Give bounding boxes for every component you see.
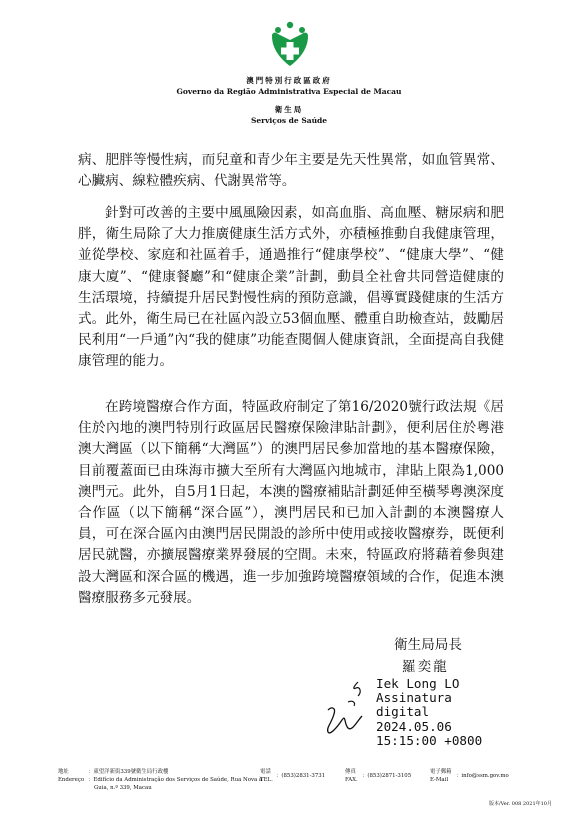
paragraph-text: 在跨境醫療合作方面，特區政府制定了第16/2020號行政法規《居住於內地的澳門特別行政區居民醫療保險津貼計劃》，便利居住於粵港澳大灣區（以下簡稱“大灣區”）的澳門居民參加當地的基本醫療保險，目前覆蓋面已由珠海市擴大至所有大灣區內地城市，津貼上限為1,000澳門元。此外，自5月1日起，本澳的醫療補貼計劃延伸至橫琴粵澳深度合作區（以下簡稱“深合區”），澳門居民和已加入計劃的本澳醫療人員，可在深合區內由澳門居民開設的診所中使用或接收醫療券，既便利居民就醫，亦擴展醫療業界發展的空間。未來，特區政府將藉着參與建設大灣區和深合區的機遇，進一步加強跨境醫療領域的合作，促進本澳醫療服務多元發展。	[78, 399, 504, 606]
tel-label-pt: TEL.	[260, 777, 273, 783]
body-paragraph-3	[78, 397, 504, 609]
body-paragraph-2	[78, 203, 504, 373]
address-pt-line2: Guia, n.º 339, Macau	[94, 785, 152, 791]
form-version: 版本/Ver. 008 2021年10月	[488, 801, 552, 807]
address-zh: ：東望洋新街339號衛生局行政樓	[88, 769, 169, 775]
paragraph-text: 針對可改善的主要中風風險因素，如高血脂、高血壓、糖尿病和肥胖，衛生局除了大力推廣健康生活方式外，亦積極推動自我健康管理，並從學校、家庭和社區着手，通過推行“健康學校”、“健康大學”、“健康大廈”、“健康餐廳”和“健康企業”計劃，動員全社會共同營造健康的生活環境，持續提升居民對慢性病的預防意識，倡導實踐健康的生活方式。此外，衛生局已在社區內設立53個血壓、體重自助檢查站，鼓勵居民利用“一戶通”內“我的健康”功能查閱個人健康資訊，全面提高自我健康管理的能力。	[78, 205, 504, 370]
dept-name-zh: 衛生局	[274, 105, 304, 114]
org-name-zh: 澳門特別行政區政府	[246, 76, 332, 85]
email-address[interactable]: ：info@ssm.gov.mo	[456, 773, 509, 779]
address-label-pt: Endereço	[58, 777, 85, 783]
digital-signature-line: 2024.05.06	[376, 718, 452, 734]
email-label-pt: E-Mail	[430, 777, 449, 783]
body-paragraph-1	[78, 150, 504, 192]
tel-number: ：(853)2831-3731	[276, 773, 326, 779]
signer-title: 衛生局局長	[394, 637, 462, 653]
org-name-pt: Governo da Região Administrativa Especial de Macau	[176, 87, 402, 96]
paragraph-text: 病、肥胖等慢性病，而兒童和青少年主要是先天性異常，如血管異常、心臟病、線粒體疾病、代謝異常等。	[78, 152, 504, 190]
address-label-zh: 地址	[58, 769, 69, 775]
signer-name: 羅奕龍	[402, 659, 449, 675]
digital-signature-block	[376, 677, 482, 748]
digital-signature-line: digital	[376, 704, 430, 720]
digital-signature-line: Assinatura	[376, 690, 452, 706]
fax-label-zh: 傳真	[345, 769, 356, 775]
dept-name-pt: Serviços de Saúde	[250, 116, 328, 125]
health-bureau-logo	[270, 20, 310, 68]
tel-label-zh: 電話	[260, 769, 271, 775]
digital-signature-line: 15:15:00 +0800	[376, 732, 483, 748]
email-label-zh: 電子郵箱	[430, 769, 452, 775]
fax-number: ：(853)2871-3105	[362, 773, 412, 779]
address-pt-line1: ：Edifício da Administração dos Serviços de Saúde, Rua Nova à	[88, 777, 263, 783]
digital-signature-line: Iek Long LO	[376, 676, 460, 691]
fax-label-pt: FAX.	[345, 777, 358, 783]
